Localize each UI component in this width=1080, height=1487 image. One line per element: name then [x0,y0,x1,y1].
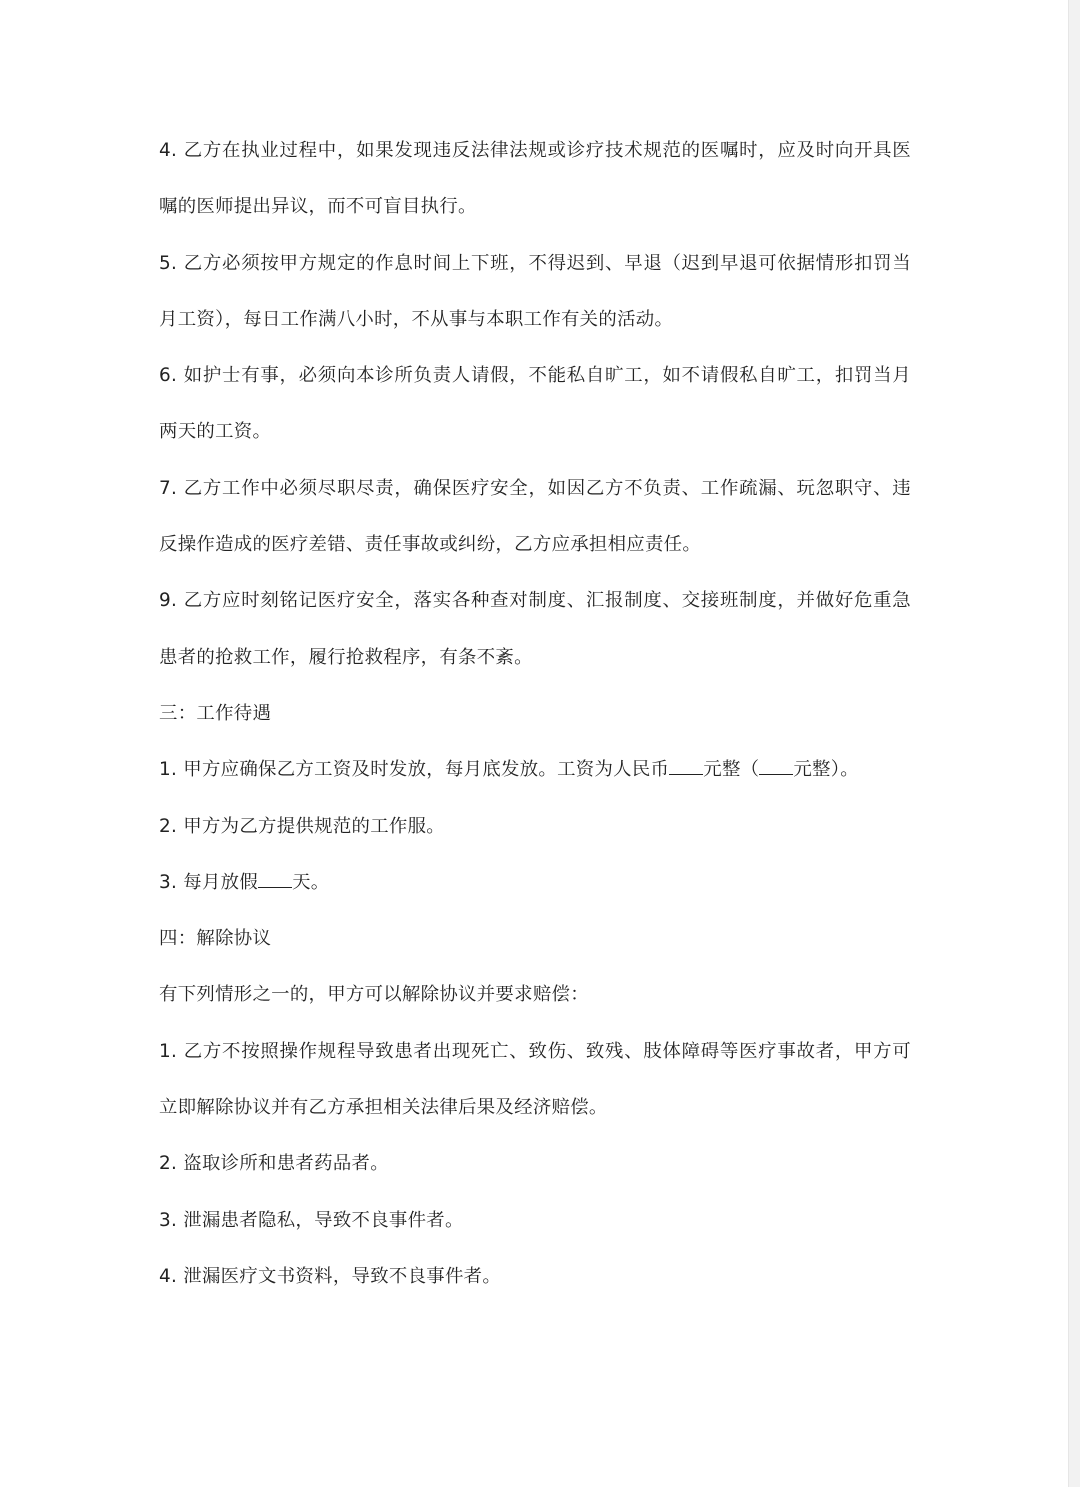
document-body [159,123,911,1305]
duty-item-4: 4. 乙方在执业过程中，如果发现违反法律法规或诊疗技术规范的医嘱时，应及时向开具医嘱的医师提出异议，而不可盲目执行。 [159,140,911,218]
termination-item-3: 3. 泄漏患者隐私，导致不良事件者。 [159,1209,464,1231]
viewer-edge [1068,0,1080,1487]
salary-text-middle: 元整（ [703,759,760,781]
holiday-text-before: 3. 每月放假 [159,871,259,893]
termination-item-1: 1. 乙方不按照操作规程导致患者出现死亡、致伤、致残、肢体障碍等医疗事故者，甲方可立即解除协议并有乙方承担相关法律后果及经济赔偿。 [159,1040,911,1119]
duty-item-9: 9. 乙方应时刻铭记医疗安全，落实各种查对制度、汇报制度、交接班制度，并做好危重急患者的抢救工作，履行抢救程序，有条不紊。 [159,590,911,668]
section-heading-termination: 四：解除协议 [159,928,272,950]
salary-amount-words-blank [759,756,793,775]
holiday-days-blank [258,869,292,888]
benefit-item-salary [159,742,911,798]
duty-item-5: 5. 乙方必须按甲方规定的作息时间上下班，不得迟到、早退（迟到早退可依据情形扣罚当月工资），每日工作满八小时，不从事与本职工作有关的活动。 [159,252,911,330]
salary-text-before: 1. 甲方应确保乙方工资及时发放，每月底发放。工资为人民币 [159,759,670,781]
holiday-text-after: 天。 [292,871,330,893]
salary-amount-blank [669,756,703,775]
salary-text-after: 元整）。 [793,759,859,781]
section-heading-benefits: 三：工作待遇 [159,702,272,724]
benefit-item-holiday [159,855,911,911]
termination-intro: 有下列情形之一的，甲方可以解除协议并要求赔偿： [159,984,589,1006]
duty-item-7: 7. 乙方工作中必须尽职尽责，确保医疗安全，如因乙方不负责、工作疏漏、玩忽职守、违反操作造成的医疗差错、责任事故或纠纷，乙方应承担相应责任。 [159,477,911,556]
termination-item-2: 2. 盗取诊所和患者药品者。 [159,1153,389,1175]
benefit-item-uniform: 2. 甲方为乙方提供规范的工作服。 [159,815,445,837]
duty-item-6: 6. 如护士有事，必须向本诊所负责人请假，不能私自旷工，如不请假私自旷工，扣罚当月两天的工资。 [159,365,911,443]
termination-item-4: 4. 泄漏医疗文书资料，导致不良事件者。 [159,1265,502,1287]
